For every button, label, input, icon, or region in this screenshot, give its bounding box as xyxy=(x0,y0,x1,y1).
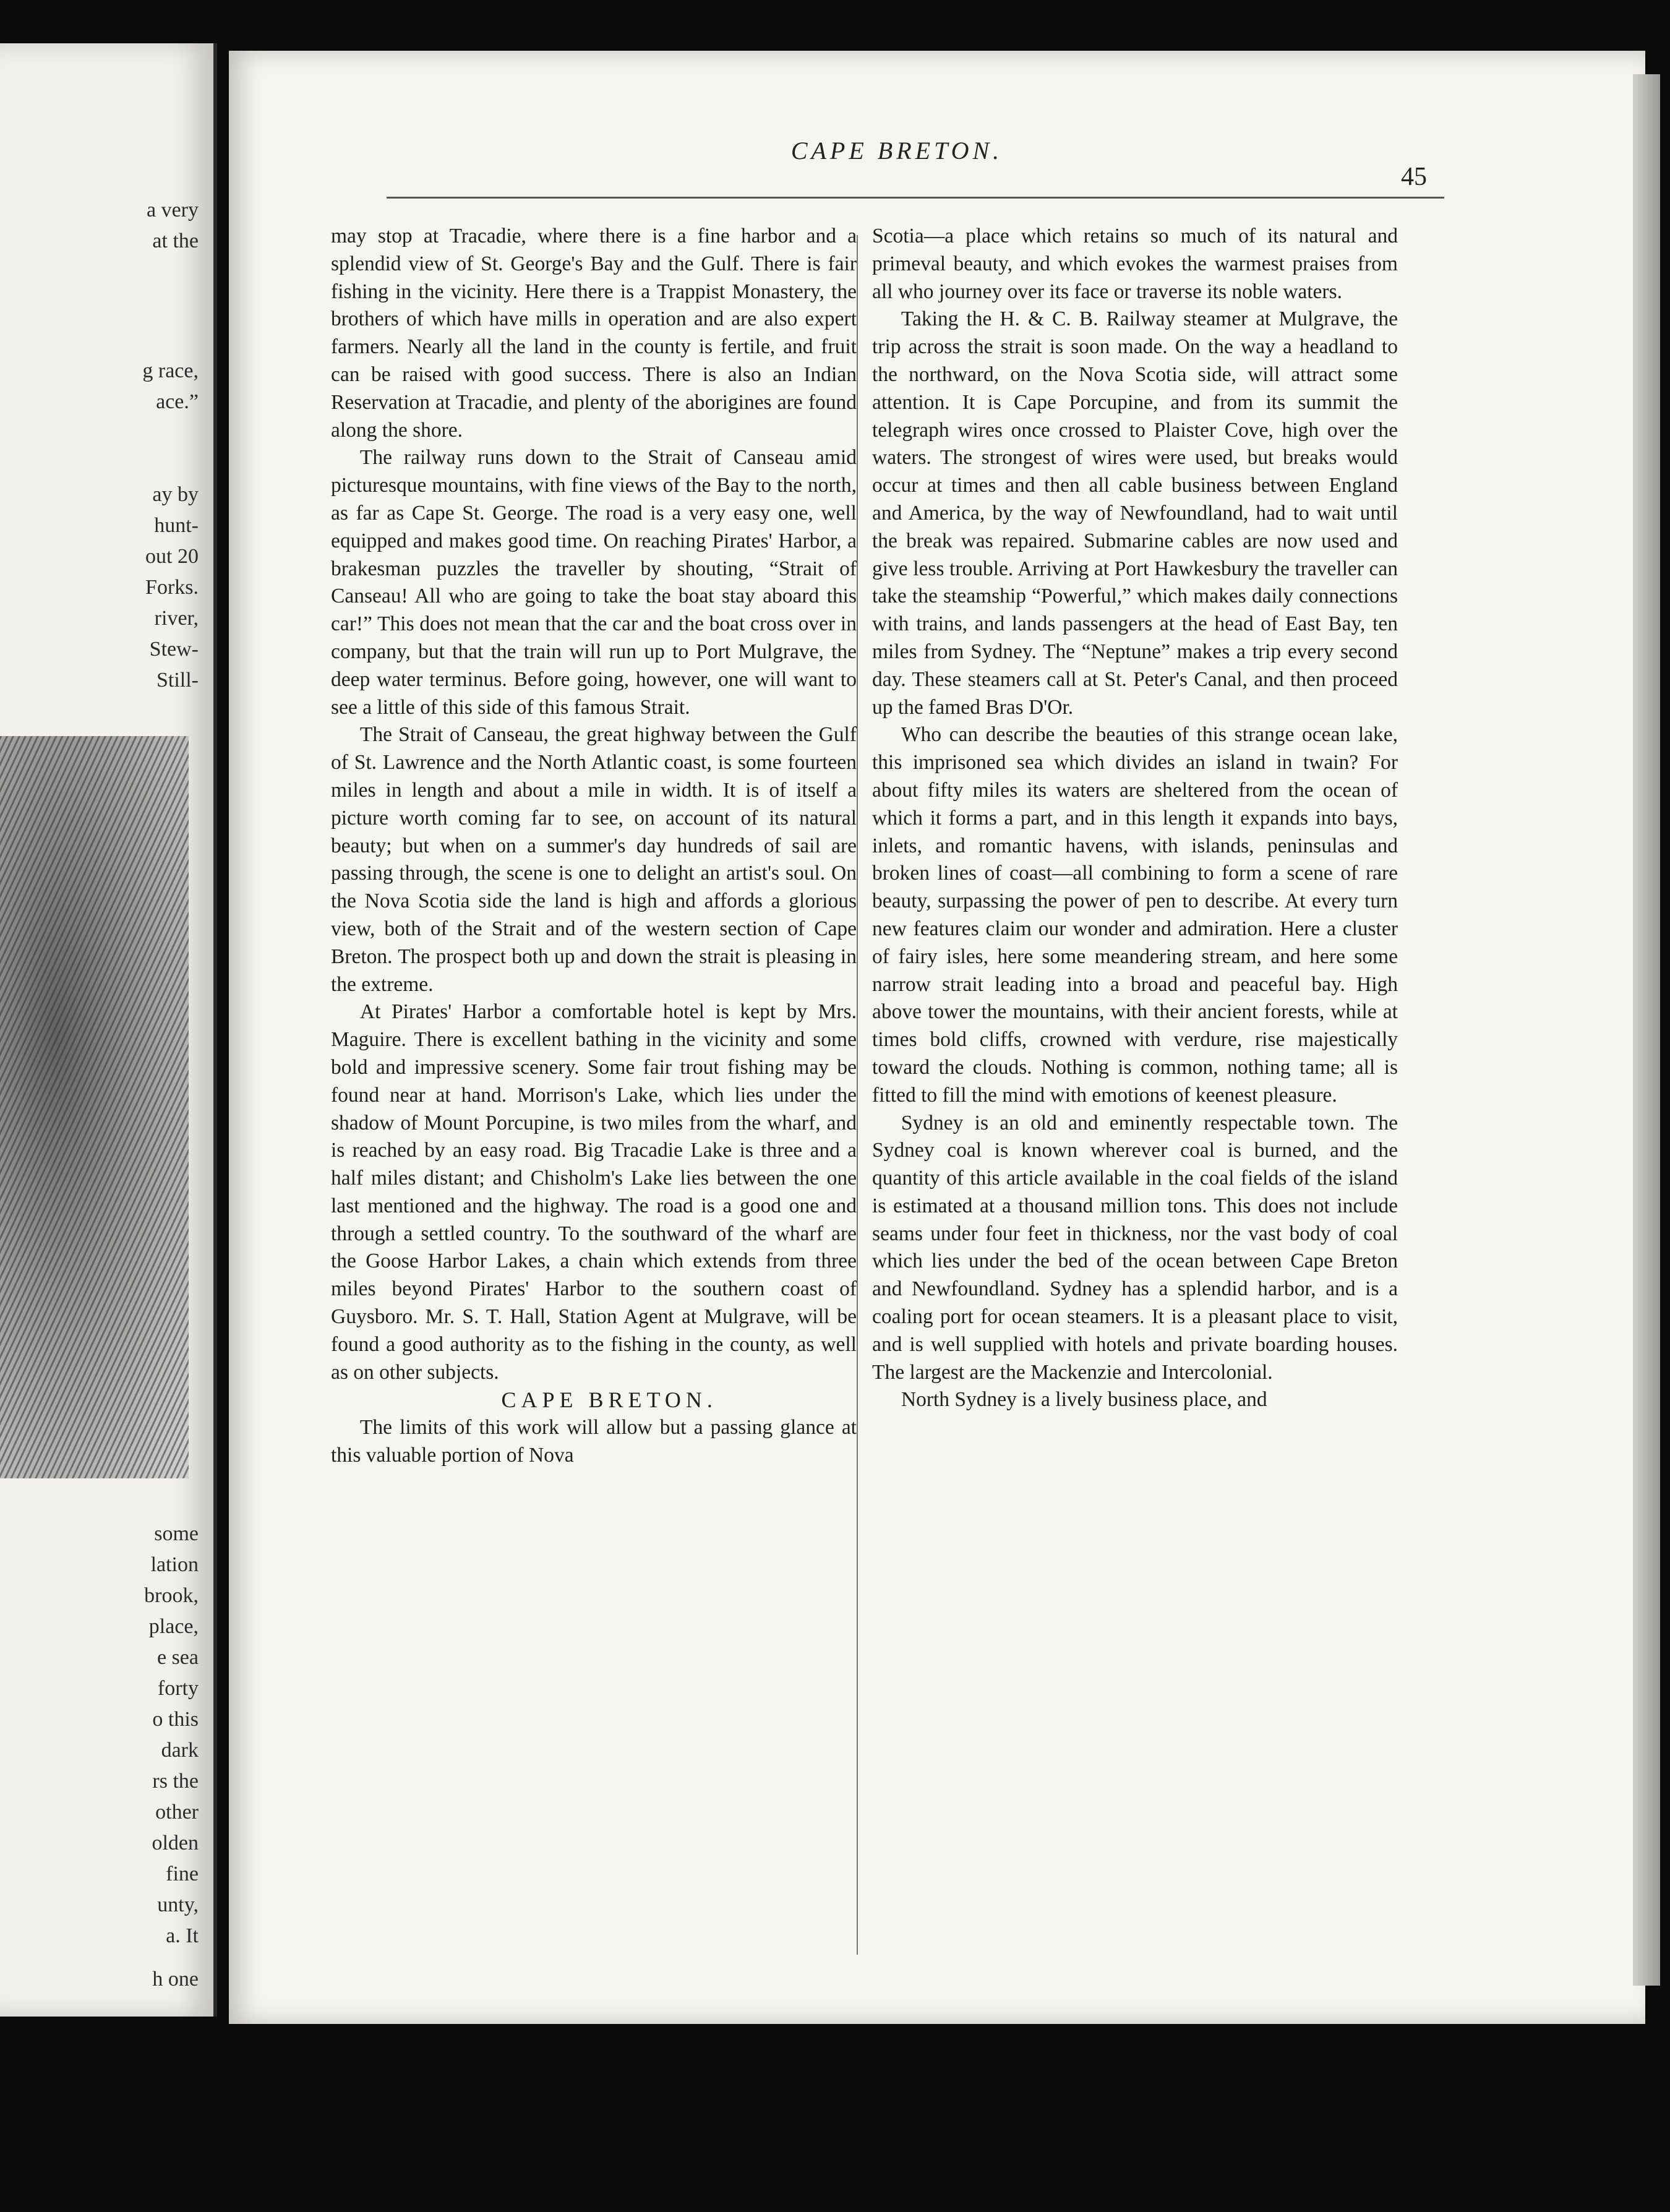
section-heading: CAPE BRETON. xyxy=(501,1387,717,1413)
facing-page-fragment: Forks. xyxy=(145,576,199,599)
paragraph: may stop at Tracadie, where there is a fine harbor and a splendid view of St. George's Bay and the Gulf. There is fair fishing in the vicinity. Here there is a Trappist Monastery, the brothers of which have mills in operation and are also expert farmers. Nearly all the land in the county is fertile, and fruit can be raised with good success. There is also an Indian Reservation at Tracadie, and plenty of the aborigines are found along the shore. xyxy=(331,225,857,442)
facing-page-fragment: h one xyxy=(152,1968,199,1991)
paragraph: The railway runs down to the Strait of Canseau amid picturesque mountains, with fine views of the Bay to the north, as far as Cape St. George. The road is a very easy one, well equipped and makes good time. On reaching Pirates' Harbor, a brakesman puzzles the traveller by shouting, “Strait of Canseau! All who are going to take the boat stay aboard this car!” This does not mean that the car and the boat cross over in company, but that the train will run up to Port Mulgrave, the deep water terminus. Before going, however, one will want to see a little of this side of this famous Strait. xyxy=(331,446,857,719)
paragraph: North Sydney is a lively business place, and xyxy=(901,1388,1267,1412)
facing-page-fragment: rs the xyxy=(152,1770,199,1793)
facing-page-fragment: at the xyxy=(152,229,199,252)
facing-page-fragment: e sea xyxy=(156,1646,199,1669)
column-divider xyxy=(857,235,858,1955)
facing-page-fragment: brook, xyxy=(144,1584,199,1607)
facing-page-fragment: unty, xyxy=(157,1893,199,1916)
text-column-right xyxy=(872,223,1398,1414)
facing-page-fragment: g race, xyxy=(142,359,199,382)
running-head: CAPE BRETON. xyxy=(790,137,1003,165)
text-column-left xyxy=(331,223,857,1470)
paragraph: The Strait of Canseau, the great highway between the Gulf of St. Lawrence and the North Atlantic coast, is some fourteen miles in length and about a mile in width. It is of itself a picture worth coming far to see, on account of its natural beauty; but when on a summer's day hundreds of sail are passing through, the scene is one to delight an artist's soul. On the Nova Scotia side the land is high and affords a glorious view, both of the Strait and of the western section of Cape Breton. The prospect both up and down the strait is pleasing in the extreme. xyxy=(331,723,857,996)
facing-page-left xyxy=(0,43,217,2017)
paragraph: At Pirates' Harbor a comfortable hotel is kept by Mrs. Maguire. There is excellent bathing in the vicinity and some bold and impressive scenery. Some fair trout fishing may be found near at hand. Morrison's Lake, which lies under the shadow of Mount Porcupine, is two miles from the wharf, and is reached by an easy road. Big Tracadie Lake is three and a half miles distant; and Chisholm's Lake lies between the one last mentioned and the highway. The road is a good one and through a settled country. To the southward of the wharf are the Goose Harbor Lakes, a chain which extends from three miles beyond Pirates' Harbor to the southern coast of Guysboro. Mr. S. T. Hall, Station Agent at Mulgrave, will be found a good authority as to the fishing in the county, as well as on other subjects. xyxy=(331,1000,857,1384)
header-rule xyxy=(387,197,1444,199)
facing-page-fragment: river, xyxy=(154,607,199,630)
facing-page-fragment: dark xyxy=(161,1739,199,1762)
facing-page-fragment: out 20 xyxy=(145,545,199,568)
facing-page-fragment: hunt- xyxy=(154,514,199,537)
facing-page-fragment: a. It xyxy=(166,1924,199,1947)
paragraph: Who can describe the beauties of this strange ocean lake, this imprisoned sea which divides an island in twain? For about fifty miles its waters are sheltered from the ocean of which it forms a part, and in this length it expands into bays, inlets, and romantic havens, with islands, peninsulas and broken lines of coast—all combining to form a scene of rare beauty, surpassing the power of pen to describe. At every turn new features claim our wonder and admiration. Here a cluster of fairy isles, here some meandering stream, and here some narrow strait leading into a broad and peaceful bay. High above tower the mountains, with their ancient forests, while at times bold cliffs, crowned with verdure, rise majestically toward the clouds. Nothing is common, nothing tame; all is fitted to fill the mind with emotions of keenest pleasure. xyxy=(872,723,1398,1107)
facing-page-fragment: olden xyxy=(152,1832,199,1854)
paragraph: Taking the H. & C. B. Railway steamer at Mulgrave, the trip across the strait is soon made. On the way a headland to the northward, on the Nova Scotia side, will attract some attention. It is Cape Porcupine, and from its summit the telegraph wires once crossed to Plaister Cove, high over the waters. The strongest of wires were used, but breaks would occur at times and then all cable business between England and America, by the way of Newfoundland, had to wait until the break was repaired. Submarine cables are now used and give less trouble. Arriving at Port Hawkesbury the traveller can take the steamship “Powerful,” which makes daily connections with trains, and lands passengers at the head of East Bay, ten miles from Sydney. The “Neptune” makes a trip every second day. These steamers call at St. Peter's Canal, and then proceed up the famed Bras D'Or. xyxy=(872,307,1398,719)
page-number: 45 xyxy=(1401,163,1427,191)
facing-page-fragment: ace.” xyxy=(156,390,199,413)
facing-page-fragment: a very xyxy=(146,199,199,221)
paragraph: Scotia—a place which retains so much of its natural and primeval beauty, and which evokes the warmest praises from all who journey over its face or traverse its noble waters. xyxy=(872,225,1398,303)
page-edge xyxy=(1633,74,1660,1986)
facing-page-fragment: Still- xyxy=(156,669,199,692)
facing-page-fragment: Stew- xyxy=(149,638,199,661)
paragraph: The limits of this work will allow but a passing glance at this valuable portion of Nova xyxy=(331,1416,857,1467)
facing-page-fragment: fine xyxy=(166,1863,199,1885)
engraving-illustration xyxy=(0,736,189,1478)
facing-page-fragment: forty xyxy=(157,1677,199,1700)
facing-page-fragment: some xyxy=(154,1522,199,1545)
facing-page-fragment: ay by xyxy=(152,483,199,506)
facing-page-fragment: lation xyxy=(150,1553,199,1576)
facing-page-fragment: o this xyxy=(152,1708,199,1731)
paragraph: Sydney is an old and eminently respectable town. The Sydney coal is known wherever coal is burned, and the quantity of this article available in the coal fields of the island is estimated at a thousand million tons. This does not include seams under four feet in thickness, nor the vast body of coal which lies under the bed of the ocean between Cape Breton and Newfoundland. Sydney has a splendid harbor, and is a coaling port for ocean steamers. It is a pleasant place to visit, and is well supplied with hotels and private boarding houses. The largest are the Mackenzie and Intercolonial. xyxy=(872,1111,1398,1384)
facing-page-fragment: other xyxy=(155,1801,199,1824)
facing-page-fragment: place, xyxy=(148,1615,199,1638)
